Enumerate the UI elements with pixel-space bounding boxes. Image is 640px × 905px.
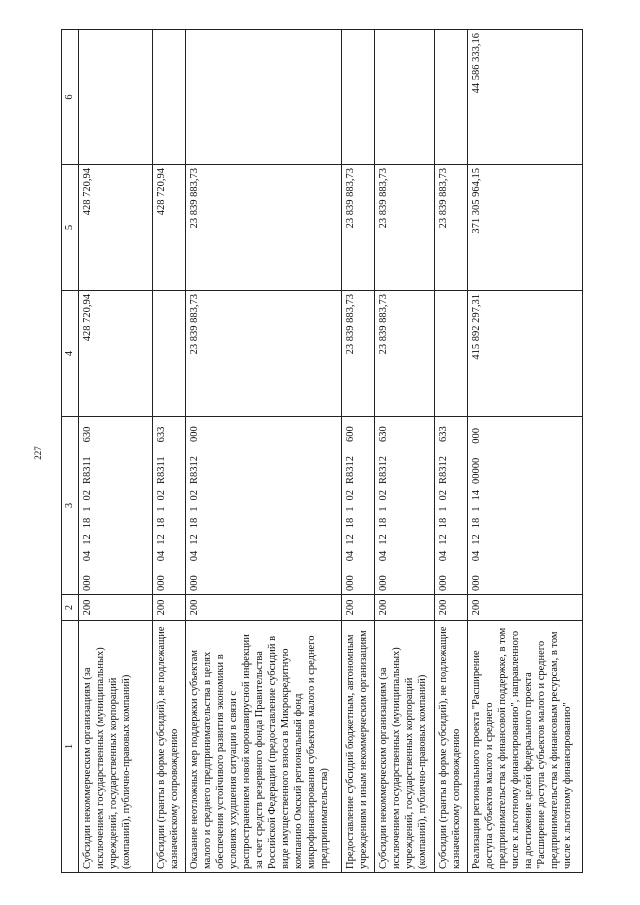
row-name-cell: Субсидии (гранты в форме субсидий), не подлежащие казначейскому сопровождению: [152, 621, 185, 873]
rotated-page: [61, 30, 583, 873]
header-cell: 1: [62, 621, 79, 873]
amount-col5: 23 839 883,73: [185, 165, 341, 291]
admin-code-cell: 200: [435, 595, 468, 621]
code-part: 02: [377, 490, 389, 501]
code-part: 18: [345, 517, 357, 529]
row-name-cell: Оказание неотложных мер поддержки субъектам малого и среднего предпринимательства в целях обеспечения устойчивого развития экономики в условиях ухудшения ситуации в связи с распространением новой коронавирусной инфекции за счет средств резервного фонда Правительства Российской Федерации (предоставление субсидий в виде имущественного взноса в Микрокредитную компанию Омский региональный фонд микрофинансирования субъектов малого и среднего предпринимательства): [185, 621, 341, 873]
amount-col6: [152, 30, 185, 165]
code-part: 12: [345, 534, 357, 545]
code-part: 000: [470, 575, 482, 591]
code-part: 000: [377, 575, 389, 591]
amount-col4: 23 839 883,73: [374, 291, 434, 417]
code-part: 04: [377, 550, 389, 562]
classification-code-cell: [374, 417, 434, 595]
amount-col5: 23 839 883,73: [435, 165, 468, 291]
row-name-cell: Субсидии некоммерческим организациям (за исключением государственных (муниципальных) учреждений, государственных корпораций (компаний), публично-правовых компаний): [78, 621, 152, 873]
code-part: 12: [470, 534, 482, 545]
classification-code-cell: [185, 417, 341, 595]
code-part: 18: [155, 517, 167, 529]
classification-code-cell: [78, 417, 152, 595]
code-part: 14: [470, 490, 482, 501]
amount-col5: 23 839 883,73: [342, 165, 375, 291]
code-part: 18: [438, 517, 450, 529]
table-row: [78, 30, 152, 873]
table-row: [467, 30, 582, 873]
page-number: 227: [33, 446, 43, 460]
amount-col6: [374, 30, 434, 165]
code-part: 000: [438, 575, 450, 591]
code-part: 04: [345, 550, 357, 562]
code-part: 18: [81, 517, 93, 529]
code-part: 000: [345, 575, 357, 591]
budget-table: [61, 29, 583, 873]
classification-code-cell: [467, 417, 582, 595]
amount-col4: [152, 291, 185, 417]
admin-code-cell: 200: [374, 595, 434, 621]
classification-code-cell: [435, 417, 468, 595]
header-cell: 4: [62, 291, 79, 417]
code-part: 600: [345, 426, 357, 442]
code-part: 633: [438, 426, 450, 442]
amount-col6: [342, 30, 375, 165]
code-part: 12: [155, 534, 167, 545]
code-part: 1: [155, 506, 167, 512]
code-part: 000: [188, 426, 200, 442]
table-row: [374, 30, 434, 873]
code-part: 00000: [470, 457, 482, 484]
code-part: R8312: [188, 455, 200, 484]
code-part: 000: [81, 575, 93, 591]
code-part: 1: [377, 506, 389, 512]
code-part: 12: [81, 534, 93, 545]
amount-col4: 428 720,94: [78, 291, 152, 417]
code-part: 1: [345, 506, 357, 512]
row-name-cell: Реализация регионального проекта "Расширение доступа субъектов малого и среднего предпринимательства к финансовой поддержке, в том числе к льготному финансированию", направленного на достижение целей федерального проекта "Расширение доступа субъектов малого и среднего предпринимательства к финансовым ресурсам, в том числе к льготному финансированию": [467, 621, 582, 873]
classification-code-cell: [342, 417, 375, 595]
amount-col6: [185, 30, 341, 165]
table-row: [435, 30, 468, 873]
amount-col6: [78, 30, 152, 165]
code-part: 02: [438, 490, 450, 501]
table-row: [185, 30, 341, 873]
code-part: 630: [81, 426, 93, 443]
amount-col4: 415 892 297,31: [467, 291, 582, 417]
row-name-cell: Предоставление субсидий бюджетным, автономным учреждениям и иным некоммерческим организациям: [342, 621, 375, 873]
amount-col6: 44 586 333,16: [467, 30, 582, 165]
code-part: 18: [188, 517, 200, 529]
header-row: [62, 30, 79, 873]
header-cell: 2: [62, 595, 79, 621]
code-part: 04: [81, 550, 93, 562]
header-cell: 6: [62, 30, 79, 165]
code-part: 04: [188, 550, 200, 562]
amount-col5: 23 839 883,73: [374, 165, 434, 291]
classification-code-cell: [152, 417, 185, 595]
code-part: R8312: [438, 455, 450, 484]
code-part: R8312: [345, 455, 357, 484]
amount-col4: 23 839 883,73: [342, 291, 375, 417]
admin-code-cell: 200: [78, 595, 152, 621]
code-part: 000: [470, 428, 482, 444]
code-part: 1: [188, 506, 200, 512]
code-part: R8311: [155, 456, 167, 484]
amount-col5: 428 720,94: [78, 165, 152, 291]
code-part: 12: [377, 534, 389, 545]
code-part: 02: [188, 490, 200, 501]
table-row: [152, 30, 185, 873]
code-part: 18: [377, 517, 389, 529]
code-part: 02: [155, 490, 167, 501]
code-part: 1: [470, 506, 482, 512]
header-cell: 3: [62, 417, 79, 595]
table-row: [342, 30, 375, 873]
code-part: 04: [438, 550, 450, 562]
header-cell: 5: [62, 165, 79, 291]
code-part: 1: [81, 506, 93, 512]
amount-col4: 23 839 883,73: [185, 291, 341, 417]
code-part: 000: [155, 575, 167, 591]
code-part: 18: [470, 517, 482, 529]
admin-code-cell: 200: [467, 595, 582, 621]
row-name-cell: Субсидии (гранты в форме субсидий), не подлежащие казначейскому сопровождению: [435, 621, 468, 873]
table-body: [78, 30, 582, 873]
code-part: R8311: [81, 456, 93, 484]
code-part: 633: [155, 426, 167, 443]
admin-code-cell: 200: [342, 595, 375, 621]
amount-col5: 428 720,94: [152, 165, 185, 291]
amount-col6: [435, 30, 468, 165]
code-part: 12: [188, 534, 200, 545]
code-part: 04: [470, 550, 482, 562]
code-part: 12: [438, 534, 450, 545]
code-part: 02: [81, 490, 93, 501]
admin-code-cell: 200: [185, 595, 341, 621]
code-part: R8312: [377, 455, 389, 484]
code-part: 02: [345, 490, 357, 501]
code-part: 1: [438, 506, 450, 512]
amount-col4: [435, 291, 468, 417]
code-part: 630: [377, 426, 389, 442]
code-part: 000: [188, 575, 200, 591]
row-name-cell: Субсидии некоммерческим организациям (за исключением государственных (муниципальных) учреждений, государственных корпораций (компаний), публично-правовых компаний): [374, 621, 434, 873]
code-part: 04: [155, 550, 167, 562]
admin-code-cell: 200: [152, 595, 185, 621]
amount-col5: 371 305 964,15: [467, 165, 582, 291]
